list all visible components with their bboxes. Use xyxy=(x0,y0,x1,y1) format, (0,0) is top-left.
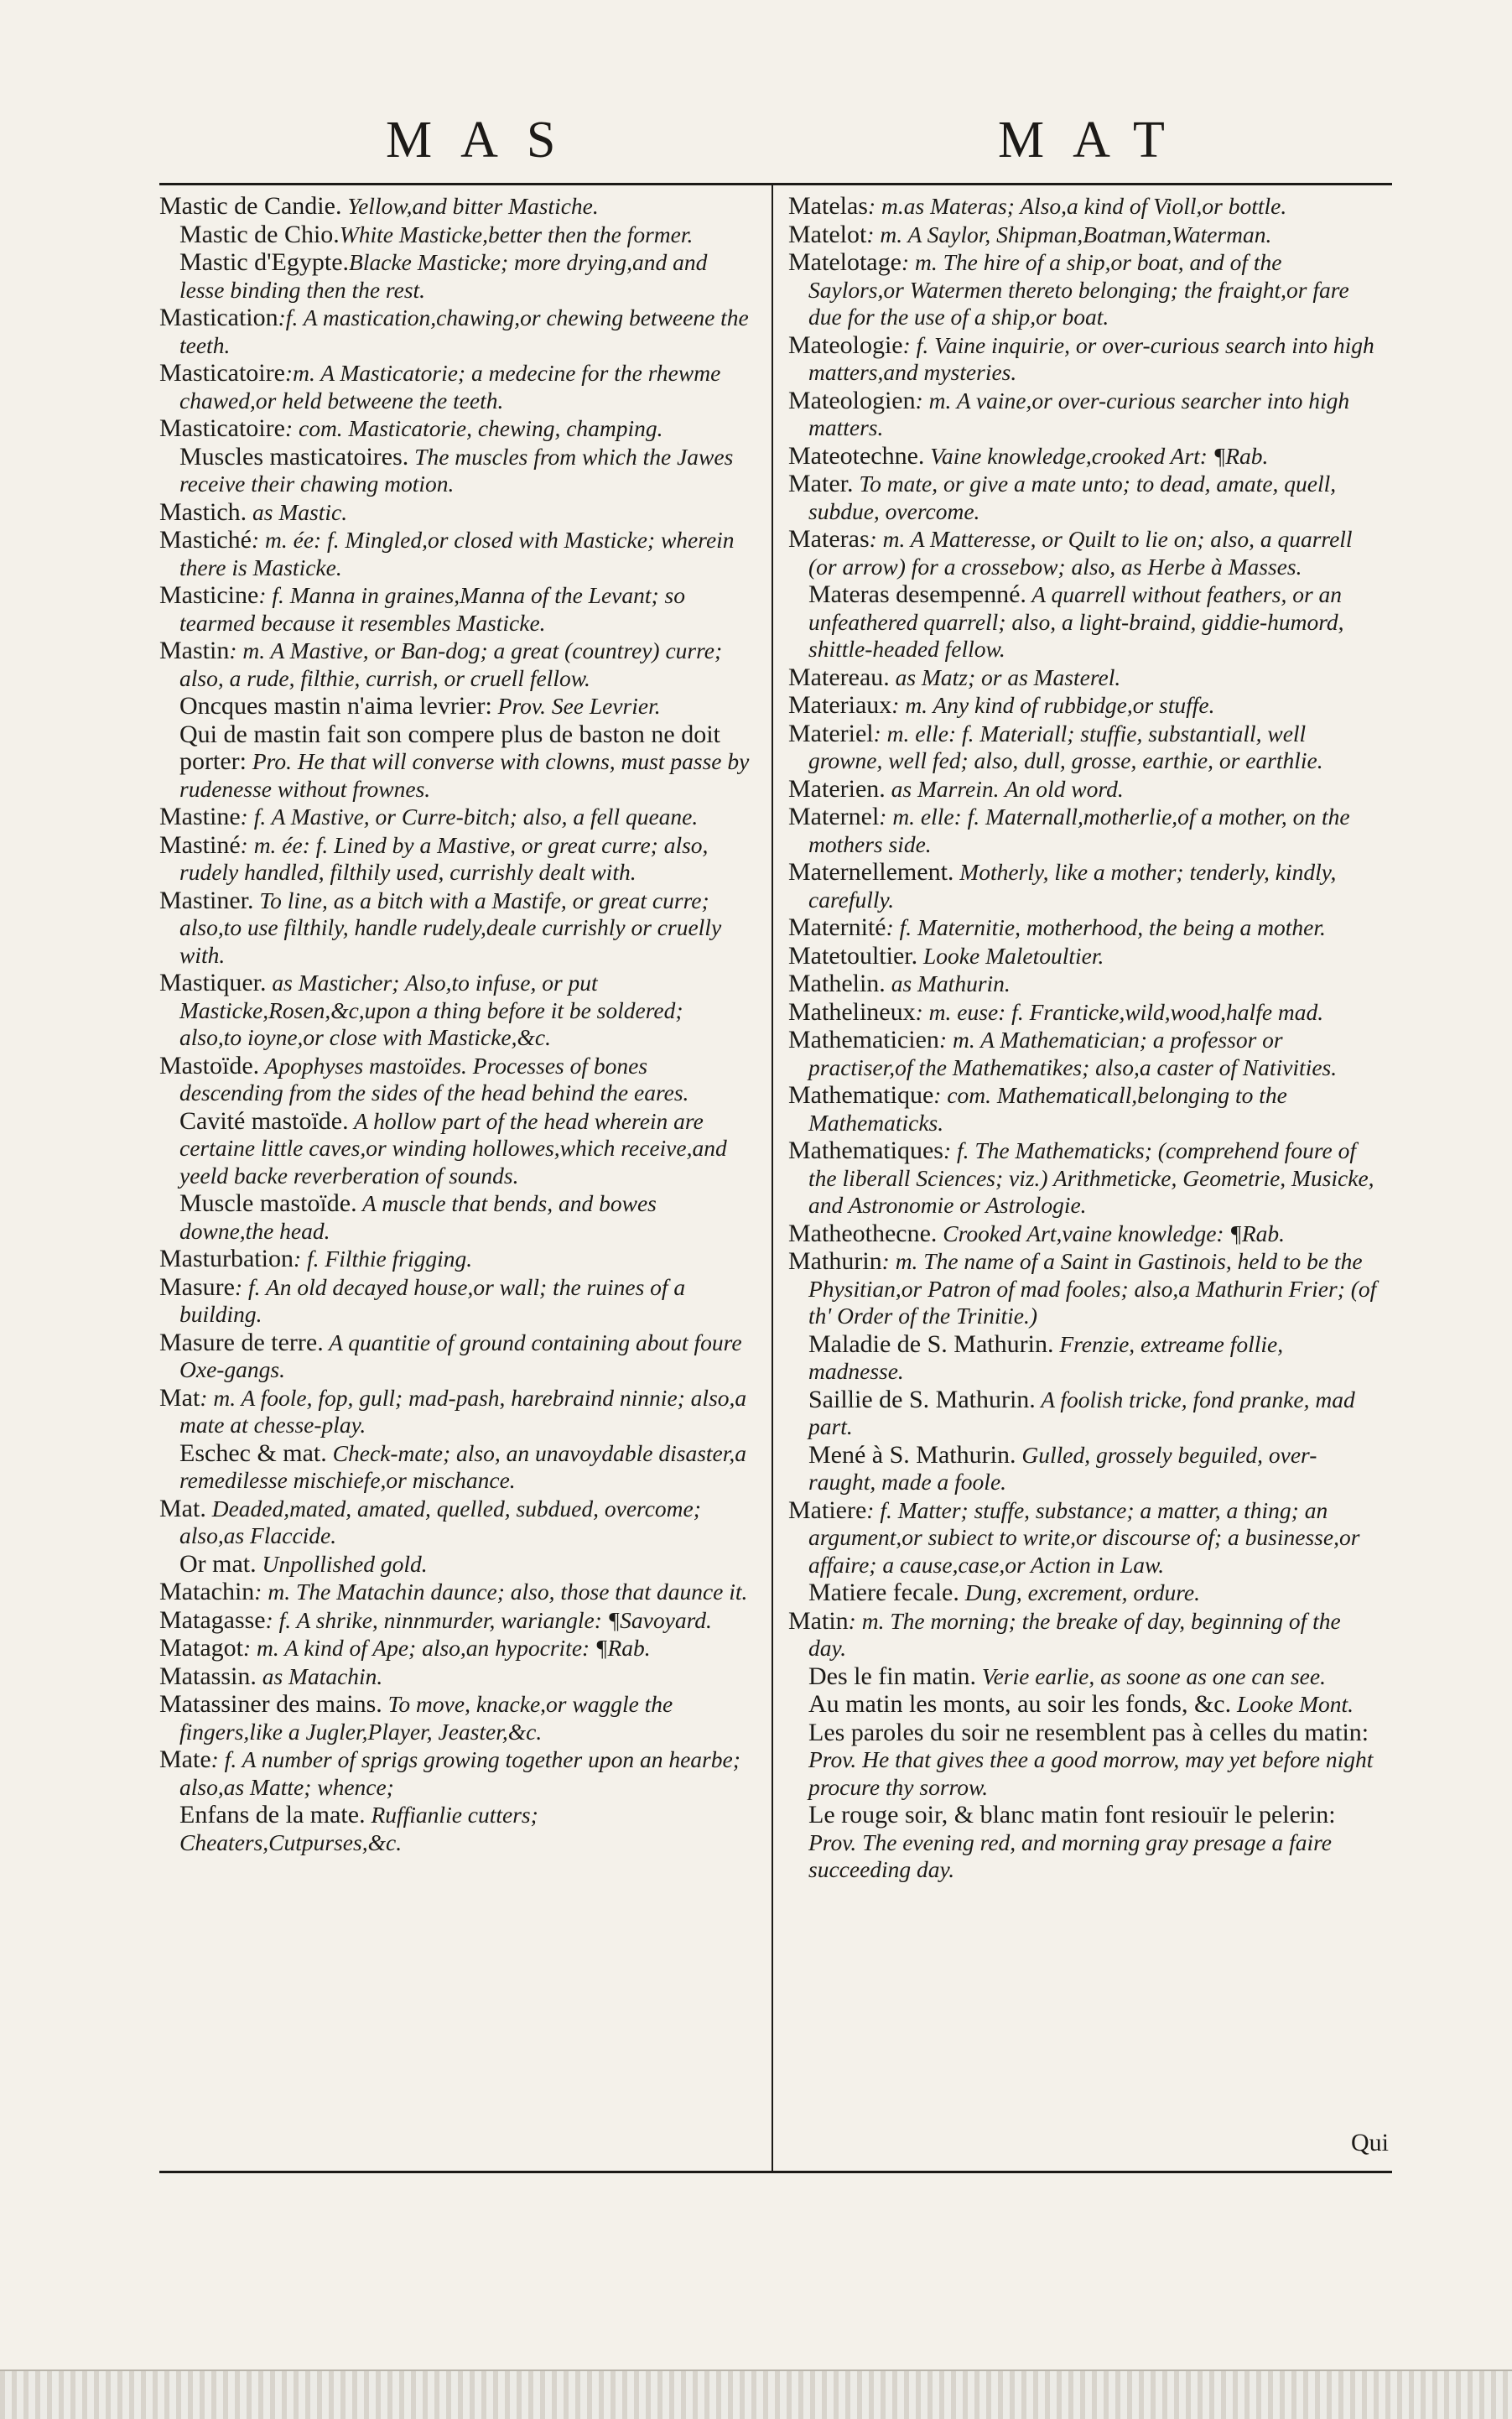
scan-ruler-strip xyxy=(0,2370,1512,2419)
dictionary-entry xyxy=(159,804,751,831)
dictionary-entry xyxy=(159,1246,751,1273)
gloss: A foolish tricke, fond pranke, mad part. xyxy=(808,1386,1355,1439)
headword: Matin xyxy=(788,1606,849,1635)
headword: Eschec & mat. xyxy=(179,1438,327,1467)
headword: Qui de mastin fait son compere plus de baston ne doit porter: xyxy=(179,720,720,775)
dictionary-entry xyxy=(788,443,1380,471)
dictionary-entry xyxy=(159,1108,751,1190)
dictionary-entry xyxy=(159,1635,751,1662)
gloss: Prov. He that gives thee a good morrow, may yet before night procure thy sorrow. xyxy=(808,1746,1374,1800)
dictionary-entry xyxy=(788,720,1380,775)
dictionary-entry xyxy=(159,721,751,804)
headword: Mat xyxy=(159,1383,200,1412)
dictionary-entry xyxy=(788,1386,1380,1441)
dictionary-entry xyxy=(788,581,1380,663)
headword: Materiaux xyxy=(788,691,892,719)
headword: Mathematicien xyxy=(788,1026,939,1053)
dictionary-entry xyxy=(159,1746,751,1801)
dictionary-entry xyxy=(159,221,751,249)
header-left: MAS xyxy=(386,112,585,169)
gloss: : f. A Mastive, or Curre-bitch; also, a fell queane. xyxy=(240,804,699,830)
headword: Cavité mastoïde. xyxy=(179,1106,349,1135)
gloss: : f. Manna in graines,Manna of the Levant; so tearmed because it resembles Masticke. xyxy=(179,582,686,636)
gloss: : f. Vaine inquirie, or over-curious search into high matters,and mysteries. xyxy=(808,331,1374,385)
gloss: : m. A foole, fop, gull; mad-pash, harebraind ninnie; also,a mate at chesse-play. xyxy=(179,1384,747,1438)
dictionary-entry xyxy=(788,1248,1380,1330)
headword: Mastine xyxy=(159,803,241,830)
dictionary-entry xyxy=(788,1579,1380,1607)
headword: Matassin. xyxy=(159,1662,257,1690)
dictionary-entry xyxy=(788,970,1380,998)
dictionary-page xyxy=(159,101,1392,2227)
headword: Mastication xyxy=(159,304,278,331)
headword: Masure xyxy=(159,1272,235,1301)
headword: Or mat. xyxy=(179,1549,257,1578)
headword: Matetoultier. xyxy=(788,941,918,970)
gloss: Unpollished gold. xyxy=(256,1550,428,1577)
dictionary-entry xyxy=(788,193,1380,221)
dictionary-entry xyxy=(159,832,751,887)
dictionary-entry xyxy=(159,693,751,720)
dictionary-entry xyxy=(788,804,1380,858)
dictionary-entry xyxy=(159,415,751,443)
gloss: :f. A mastication,chawing,or chewing betweene the teeth. xyxy=(179,304,749,358)
headword: Matiere fecale. xyxy=(808,1579,959,1606)
headword: Mat. xyxy=(159,1494,206,1522)
dictionary-entry xyxy=(788,999,1380,1027)
gloss: : m. A Mastive, or Ban-dog; a great (countrey) curre; also, a rude, filthie, currish, or cruell fellow. xyxy=(179,637,723,691)
headword: Mastic d'Egypte. xyxy=(179,248,350,276)
headword: Mate xyxy=(159,1745,211,1773)
gloss: White Masticke,better then the former. xyxy=(339,221,694,247)
headword: Matiere xyxy=(788,1496,867,1524)
gloss: : m. The hire of a ship,or boat, and of the Saylors,or Watermen thereto belonging; the fraight,or fare due for the use of a ship,or boat. xyxy=(808,249,1349,330)
dictionary-entry xyxy=(788,1220,1380,1248)
headword: Muscles masticatoires. xyxy=(179,442,409,471)
headword: Materas desempenné. xyxy=(808,580,1026,608)
gloss: as Matachin. xyxy=(256,1662,383,1689)
dictionary-entry xyxy=(159,1329,751,1384)
dictionary-entry xyxy=(159,582,751,637)
headword: Muscle mastoïde. xyxy=(179,1189,357,1217)
headword: Materas xyxy=(788,525,870,553)
gloss: : m. A Matteresse, or Quilt to lie on; also, a quarrell (or arrow) for a crossebow; also, as Herbe à Masses. xyxy=(808,526,1353,580)
headword: Les paroles du soir ne resemblent pas à celles du matin: xyxy=(808,1718,1369,1746)
gloss: Ruffianlie cutters; Cheaters,Cutpurses,&c. xyxy=(179,1802,538,1855)
headword: Mater. xyxy=(788,470,854,497)
headword: Maladie de S. Mathurin. xyxy=(808,1329,1054,1358)
headword: Mastin xyxy=(159,637,230,664)
headword: Au matin les monts, au soir les fonds, &c. xyxy=(808,1690,1232,1718)
gloss: Apophyses mastoïdes. Processes of bones descending from the sides of the head behind the eares. xyxy=(179,1052,689,1105)
dictionary-entry xyxy=(159,1607,751,1635)
dictionary-entry xyxy=(788,664,1380,692)
headword: Mené à S. Mathurin. xyxy=(808,1440,1016,1469)
headword: Mathelineux xyxy=(788,997,916,1026)
gloss: A quarrell without feathers, or an unfeathered quarrell; also, a light-braind, giddie-humord, shittle-headed fellow. xyxy=(808,581,1344,662)
headword: Matelot xyxy=(788,220,867,248)
gloss: Prov. See Levrier. xyxy=(491,693,661,719)
gloss: Vaine knowledge,crooked Art: ¶Rab. xyxy=(924,442,1269,469)
gloss: : m. euse: f. Franticke,wild,wood,halfe mad. xyxy=(915,998,1324,1025)
gloss: Dung, excrement, ordure. xyxy=(959,1579,1201,1605)
gloss: Prov. The evening red, and morning gray presage a faire succeeding day. xyxy=(808,1829,1332,1882)
headword: Matelas xyxy=(788,193,868,220)
header-right: MAT xyxy=(998,112,1193,169)
header-rule xyxy=(159,183,1392,185)
dictionary-entry xyxy=(159,1663,751,1691)
headword: Materien. xyxy=(788,774,886,803)
gloss: as Marrein. An old word. xyxy=(885,775,1124,802)
gloss: : m. A kind of Ape; also,an hypocrite: ¶Rab. xyxy=(242,1635,651,1661)
gloss: Crooked Art,vaine knowledge: ¶Rab. xyxy=(937,1220,1285,1246)
dictionary-entry xyxy=(159,193,751,221)
dictionary-entry xyxy=(159,249,751,304)
gloss: as Mathurin. xyxy=(885,970,1011,996)
gloss: : m. The name of a Saint in Gastinois, held to be the Physitian,or Patron of mad fooles; also,a Mathurin Frier; (of th' Order of the Trinitie.) xyxy=(808,1248,1377,1329)
dictionary-entry xyxy=(159,1496,751,1550)
dictionary-entry xyxy=(159,887,751,970)
headword: Mastiché xyxy=(159,526,252,554)
dictionary-entry xyxy=(788,1497,1380,1579)
headword: Mathurin xyxy=(788,1247,882,1275)
headword: Matheothecne. xyxy=(788,1219,938,1247)
dictionary-entry xyxy=(788,388,1380,442)
headword: Mastiner. xyxy=(159,886,254,914)
gloss: : f. A shrike, ninnmurder, wariangle: ¶Savoyard. xyxy=(265,1606,712,1633)
gloss: : f. The Mathematicks; (comprehend foure of the liberall Sciences; viz.) Arithmeticke, Geometrie, Musicke, and Astronomie or Astrologie. xyxy=(808,1137,1374,1218)
gloss: To move, knacke,or waggle the fingers,like a Jugler,Player, Jeaster,&c. xyxy=(179,1691,673,1745)
gloss: : m. elle: f. Materiall; stuffie, substantiall, well growne, well fed; also, dull, grosse, earthie, or earthlie. xyxy=(808,720,1323,773)
headword: Mastich. xyxy=(159,497,247,526)
gloss: Gulled, grossely beguiled, over-raught, made a foole. xyxy=(808,1441,1317,1495)
headword: Matagasse xyxy=(159,1605,266,1634)
headword: Masticine xyxy=(159,581,259,609)
dictionary-entry xyxy=(788,249,1380,331)
gloss: : m. Any kind of rubbidge,or stuffe. xyxy=(891,692,1215,718)
dictionary-entry xyxy=(788,1719,1380,1802)
headword: Mastoïde. xyxy=(159,1051,260,1079)
gloss: A hollow part of the head wherein are certaine little caves,or winding hollowes,which receive,and yeeld backe reverberation of sounds. xyxy=(179,1107,727,1189)
headword: Matelotage xyxy=(788,248,901,276)
gloss: Frenzie, extreame follie, madnesse. xyxy=(808,1330,1284,1384)
headword: Saillie de S. Mathurin. xyxy=(808,1385,1036,1413)
headword: Mathematiques xyxy=(788,1137,943,1164)
dictionary-entry xyxy=(788,1082,1380,1137)
gloss: The muscles from which the Jawes receive their chawing motion. xyxy=(179,443,734,497)
gloss: : m. A Mathematician; a professor or practiser,of the Mathematikes; also,a caster of Nativities. xyxy=(808,1027,1338,1080)
dictionary-entry xyxy=(788,859,1380,913)
dictionary-entry xyxy=(788,943,1380,970)
gloss: Deaded,mated, amated, quelled, subdued, overcome; also,as Flaccide. xyxy=(179,1495,701,1548)
dictionary-entry xyxy=(788,1137,1380,1220)
gloss: : com. Masticatorie, chewing, champing. xyxy=(284,415,663,441)
dictionary-entry xyxy=(159,1802,751,1856)
dictionary-entry xyxy=(788,776,1380,804)
dictionary-entry xyxy=(159,970,751,1052)
dictionary-entry xyxy=(788,332,1380,387)
dictionary-entry xyxy=(788,1331,1380,1386)
dictionary-entry xyxy=(159,444,751,498)
headword: Des le fin matin. xyxy=(808,1662,976,1690)
dictionary-entry xyxy=(159,1691,751,1745)
dictionary-entry xyxy=(788,1027,1380,1081)
gloss: : f. A number of sprigs growing together upon an hearbe; also,as Matte; whence; xyxy=(179,1746,740,1800)
dictionary-entry xyxy=(159,1551,751,1579)
gloss: as Matz; or as Masterel. xyxy=(889,663,1121,690)
dictionary-entry xyxy=(159,1385,751,1439)
dictionary-entry xyxy=(159,499,751,527)
dictionary-entry xyxy=(159,1274,751,1329)
running-header xyxy=(159,101,1392,193)
gloss: : m.as Materas; Also,a kind of Violl,or bottle. xyxy=(867,193,1287,219)
headword: Oncques mastin n'aima levrier: xyxy=(179,692,492,720)
right-column xyxy=(788,193,1380,2164)
headword: Mastiné xyxy=(159,830,241,859)
dictionary-entry xyxy=(159,360,751,414)
dictionary-entry xyxy=(788,1663,1380,1691)
gloss: : m. ée: f. Mingled,or closed with Masticke; wherein there is Masticke. xyxy=(179,527,735,580)
gloss: Yellow,and bitter Mastiche. xyxy=(341,193,599,219)
headword: Masturbation xyxy=(159,1245,294,1272)
headword: Maternité xyxy=(788,913,886,941)
dictionary-entry xyxy=(788,1691,1380,1719)
dictionary-entry xyxy=(788,526,1380,580)
headword: Le rouge soir, & blanc matin font resiouïr le pelerin: xyxy=(808,1801,1336,1829)
dictionary-entry xyxy=(788,471,1380,525)
dictionary-entry xyxy=(788,1802,1380,1884)
gloss: Looke Mont. xyxy=(1231,1691,1354,1717)
dictionary-entry xyxy=(159,304,751,359)
headword: Maternellement. xyxy=(788,858,954,886)
gloss: : f. Filthie frigging. xyxy=(293,1246,473,1272)
gloss: : f. An old decayed house,or wall; the ruines of a building. xyxy=(179,1273,686,1327)
headword: Matagot xyxy=(159,1634,243,1662)
gloss: Pro. He that will converse with clowns, must passe by rudenesse without frownes. xyxy=(179,748,750,802)
dictionary-entry xyxy=(159,637,751,692)
headword: Masure de terre. xyxy=(159,1328,324,1356)
dictionary-entry xyxy=(159,1053,751,1107)
gloss: A quantitie of ground containing about foure Oxe-gangs. xyxy=(179,1329,742,1382)
dictionary-entry xyxy=(788,692,1380,720)
dictionary-entry xyxy=(159,527,751,581)
dictionary-entry xyxy=(788,1608,1380,1662)
gloss: : m. elle: f. Maternall,motherlie,of a mother, on the mothers side. xyxy=(808,804,1350,857)
headword: Mastic de Chio. xyxy=(179,220,340,248)
gloss: : m. A Saylor, Shipman,Boatman,Waterman. xyxy=(866,221,1272,247)
dictionary-entry xyxy=(788,1442,1380,1496)
dictionary-entry xyxy=(159,1440,751,1495)
headword: Mateologie xyxy=(788,330,903,359)
headword: Mateologien xyxy=(788,386,916,414)
dictionary-entry xyxy=(159,1579,751,1606)
gloss: :m. A Masticatorie; a medecine for the rhewme chawed,or held betweene the teeth. xyxy=(179,360,721,414)
catchword: Qui xyxy=(1351,2129,1389,2156)
dictionary-entry xyxy=(788,914,1380,942)
gloss: as Masticher; Also,to infuse, or put Masticke,Rosen,&c,upon a thing before it be soldered; also,to ioyne,or close with Masticke,&c. xyxy=(179,970,683,1050)
gloss: : f. Matter; stuffe, substance; a matter, a thing; an argument,or subiect to write,or discourse of; a businesse,or affaire; a cause,case,or Action in Law. xyxy=(808,1496,1360,1578)
gloss: Check-mate; also, an unavoydable disaster,a remedilesse mischiefe,or mischance. xyxy=(179,1439,747,1493)
gloss: : com. Mathematicall,belonging to the Mathematicks. xyxy=(808,1082,1287,1136)
gloss: Verie earlie, as soone as one can see. xyxy=(975,1662,1326,1689)
gloss: : m. A vaine,or over-curious searcher into high matters. xyxy=(808,387,1350,440)
gloss: Blacke Masticke; more drying,and and lesse binding then the rest. xyxy=(179,249,708,303)
dictionary-entry xyxy=(159,1190,751,1245)
gloss: A muscle that bends, and bowes downe,the head. xyxy=(179,1190,657,1244)
headword: Mastic de Candie. xyxy=(159,193,342,220)
gloss: Looke Maletoultier. xyxy=(917,942,1104,969)
headword: Maternel xyxy=(788,803,880,830)
headword: Mathelin. xyxy=(788,970,886,997)
headword: Mastiquer. xyxy=(159,969,267,996)
gloss: : m. The Matachin daunce; also, those that daunce it. xyxy=(254,1579,748,1605)
gloss: To mate, or give a mate unto; to dead, amate, quell, subdue, overcome. xyxy=(808,471,1337,524)
column-divider xyxy=(772,185,773,2171)
headword: Enfans de la mate. xyxy=(179,1801,366,1829)
gloss: : m. The morning; the breake of day, beginning of the day. xyxy=(808,1607,1341,1661)
headword: Matachin xyxy=(159,1578,255,1605)
left-column xyxy=(159,193,751,2164)
dictionary-entry xyxy=(788,221,1380,249)
headword: Materiel xyxy=(788,719,874,747)
headword: Masticatoire xyxy=(159,414,285,442)
headword: Matereau. xyxy=(788,663,890,691)
headword: Mateotechne. xyxy=(788,441,925,470)
gloss: Motherly, like a mother; tenderly, kindly, carefully. xyxy=(808,859,1337,913)
gloss: To line, as a bitch with a Mastife, or great curre; also,to use filthily, handle rudely,deale currishly or cruelly with. xyxy=(179,887,722,968)
headword: Matassiner des mains. xyxy=(159,1690,382,1718)
gloss: : f. Maternitie, motherhood, the being a mother. xyxy=(886,914,1326,940)
gloss: : m. ée: f. Lined by a Mastive, or great curre; also, rudely handled, filthily used, currishly dealt with. xyxy=(179,831,709,885)
footer-rule xyxy=(159,2171,1392,2173)
headword: Masticatoire xyxy=(159,359,285,387)
gloss: as Mastic. xyxy=(247,498,348,525)
headword: Mathematique xyxy=(788,1081,934,1109)
